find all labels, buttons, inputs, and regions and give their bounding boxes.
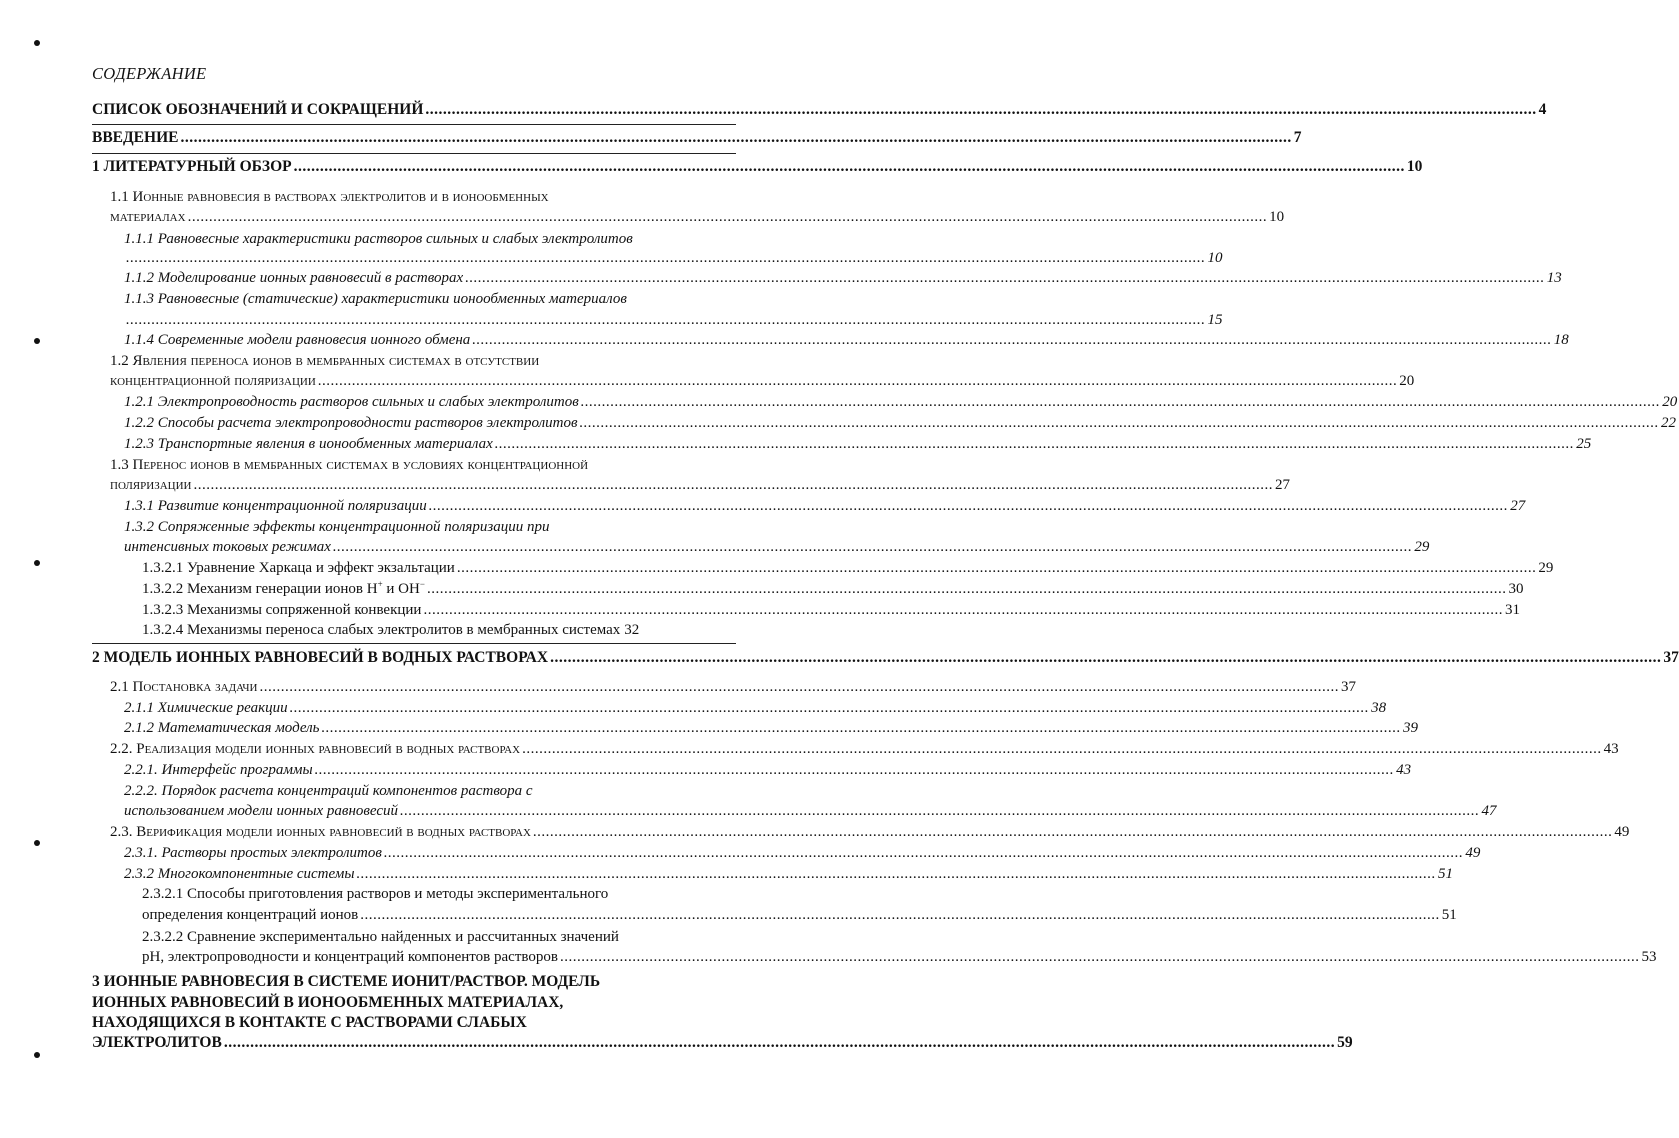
- toc-entry-1-1-4: 1.1.4 Современные модели равновесия ионного обмена ..... 18: [0, 330, 736, 350]
- toc-entry-1-2-line1: 1.2 Явления переноса ионов в мембранных системах в отсутствии: [110, 353, 540, 369]
- toc-entry-1-2-2: 1.2.2 Способы расчета электропроводности растворов электролитов ..... 22: [0, 413, 736, 433]
- toc-entry-introduction: ВВЕДЕНИЕ ..... 7: [0, 128, 736, 148]
- toc-entry-1-3-1: 1.3.1 Развитие концентрационной поляризации ..... 27: [0, 496, 736, 516]
- toc-entry-chapter-3: ЭЛЕКТРОЛИТОВ ..... 59: [0, 1033, 736, 1053]
- toc-entry-2-2-1: 2.2.1. Интерфейс программы ..... 43: [0, 760, 736, 780]
- toc-entry-chapter-1: 1 ЛИТЕРАТУРНЫЙ ОБЗОР ..... 10: [0, 157, 736, 177]
- toc-entry-2-3-2-1: определения концентраций ионов ..... 51: [0, 905, 736, 925]
- toc-entry-2-2: 2.2. Реализация модели ионных равновесий в водных растворах ..... 43: [0, 739, 736, 759]
- divider: [92, 124, 736, 125]
- toc-entry-1-2-1: 1.2.1 Электропроводность растворов сильных и слабых электролитов ..... 20: [0, 392, 736, 412]
- toc-entry-2-3-2-2: pH, электропроводности и концентраций компонентов растворов ..... 53: [0, 947, 736, 967]
- toc-entry-chapter-2: 2 МОДЕЛЬ ИОННЫХ РАВНОВЕСИЙ В ВОДНЫХ РАСТВОРАХ ..... 37: [0, 648, 736, 668]
- divider: [92, 643, 736, 644]
- toc-entry-abbreviations: СПИСОК ОБОЗНАЧЕНИЙ И СОКРАЩЕНИЙ ..... 4: [0, 100, 736, 120]
- toc-entry-1-3-2-1: 1.3.2.1 Уравнение Харкаца и эффект экзальтации ..... 29: [0, 558, 736, 578]
- toc-entry-1-1: материалах ..... 10: [0, 207, 736, 227]
- toc-entry-2-3-2-1-line1: 2.3.2.1 Способы приготовления растворов и методы экспериментального: [142, 886, 609, 902]
- toc-entry-1-1-2: 1.1.2 Моделирование ионных равновесий в растворах ..... 13: [0, 268, 736, 288]
- toc-entry-1-2: концентрационной поляризации ..... 20: [0, 371, 736, 391]
- toc-entry-2-3-2-2-line1: 2.3.2.2 Сравнение экспериментально найденных и рассчитанных значений: [142, 929, 619, 945]
- toc-entry-2-3: 2.3. Верификация модели ионных равновесий в водных растворах ..... 49: [0, 822, 736, 842]
- page-title: СОДЕРЖАНИЕ: [92, 64, 207, 83]
- toc-entry-1-1-3: ..... 15: [0, 310, 736, 330]
- toc-entry-1-1-1: ..... 10: [0, 248, 736, 268]
- toc-entry-1-3-2-4: 1.3.2.4 Механизмы переноса слабых электролитов в мембранных системах 32: [142, 622, 640, 638]
- toc-entry-2-1: 2.1 Постановка задачи ..... 37: [0, 677, 736, 697]
- toc-entry-1-3: поляризации ..... 27: [0, 475, 736, 495]
- toc-entry-1-1-line1: 1.1 Ионные равновесия в растворах электролитов и в ионообменных: [110, 189, 549, 205]
- toc-entry-chapter-3-line1: 3 ИОННЫЕ РАВНОВЕСИЯ В СИСТЕМЕ ИОНИТ/РАСТВОР. МОДЕЛЬ: [92, 973, 601, 990]
- toc-entry-1-3-2-2: 1.3.2.2 Механизм генерации ионов H+ и OH− ..... 30: [0, 579, 736, 599]
- toc-entry-2-2-2: использованием модели ионных равновесий ..... 47: [0, 801, 736, 821]
- toc-entry-1-3-line1: 1.3 Перенос ионов в мембранных системах в условиях концентрационной: [110, 457, 589, 473]
- toc-entry-2-2-2-line1: 2.2.2. Порядок расчета концентраций компонентов раствора с: [124, 783, 533, 799]
- toc-entry-2-1-2: 2.1.2 Математическая модель ..... 39: [0, 718, 736, 738]
- divider: [92, 153, 736, 154]
- toc-entry-1-1-1-line1: 1.1.1 Равновесные характеристики растворов сильных и слабых электролитов: [124, 231, 633, 247]
- toc-entry-1-3-2: интенсивных токовых режимах ..... 29: [0, 537, 736, 557]
- toc-entry-2-1-1: 2.1.1 Химические реакции ..... 38: [0, 698, 736, 718]
- margin-mark: [34, 40, 40, 46]
- toc-entry-2-3-1: 2.3.1. Растворы простых электролитов ..... 49: [0, 843, 736, 863]
- toc-entry-1-2-3: 1.2.3 Транспортные явления в ионообменных материалах ..... 25: [0, 434, 736, 454]
- toc-entry-2-3-2: 2.3.2 Многокомпонентные системы ..... 51: [0, 864, 736, 884]
- toc-entry-1-1-3-line1: 1.1.3 Равновесные (статические) характеристики ионообменных материалов: [124, 291, 627, 307]
- toc-entry-chapter-3-line3: НАХОДЯЩИХСЯ В КОНТАКТЕ С РАСТВОРАМИ СЛАБЫХ: [92, 1014, 527, 1031]
- toc-entry-chapter-3-line2: ИОННЫХ РАВНОВЕСИЙ В ИОНООБМЕННЫХ МАТЕРИАЛАХ,: [92, 994, 564, 1011]
- toc-entry-1-3-2-3: 1.3.2.3 Механизмы сопряженной конвекции ..... 31: [0, 600, 736, 620]
- toc-entry-1-3-2-line1: 1.3.2 Сопряженные эффекты концентрационной поляризации при: [124, 519, 550, 535]
